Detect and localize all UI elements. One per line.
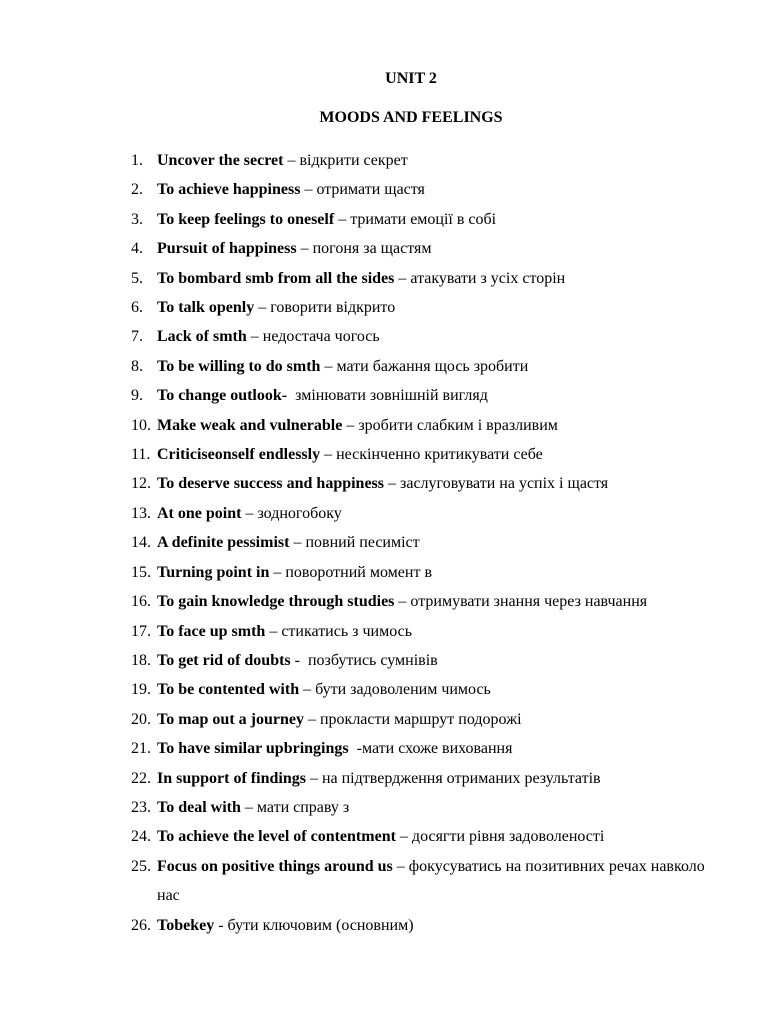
- vocab-item: [131, 558, 751, 587]
- vocab-item: [131, 675, 751, 704]
- vocab-item: [131, 528, 751, 557]
- item-number: 7.: [131, 328, 143, 346]
- item-translation: повний песиміст: [305, 534, 420, 552]
- item-translation: отримувати знання через навчання: [410, 593, 648, 611]
- item-term: Uncover the secret: [157, 152, 284, 169]
- item-term: To get rid of doubts: [157, 651, 291, 669]
- item-separator: –: [320, 357, 337, 375]
- item-translation: змінювати зовнішній вигляд: [295, 387, 488, 405]
- item-number: 6.: [131, 299, 143, 317]
- vocab-item: [131, 381, 751, 410]
- vocab-item: [131, 499, 751, 528]
- item-number: 26.: [131, 916, 151, 934]
- item-separator: –: [296, 240, 313, 258]
- item-separator: –: [240, 798, 257, 816]
- item-term: To keep feelings to oneself: [157, 210, 335, 228]
- item-term: To change outlook-: [157, 387, 288, 405]
- item-separator: –: [305, 769, 322, 787]
- item-term: Lack of smth: [157, 328, 247, 346]
- item-term: To achieve the level of contentment: [157, 828, 396, 846]
- vocab-item: [131, 852, 717, 911]
- vocab-item: [131, 793, 751, 822]
- vocab-item: [131, 705, 751, 734]
- item-separator: –: [265, 622, 282, 640]
- item-number: 5.: [131, 269, 143, 287]
- item-separator: -: [290, 651, 308, 669]
- item-term: To talk openly: [157, 299, 255, 317]
- item-number: 24.: [131, 828, 151, 846]
- item-separator: –: [392, 857, 409, 875]
- item-translation: недостача чогось: [262, 328, 380, 346]
- item-separator: –: [320, 446, 337, 464]
- item-translation: тримати емоції в собі: [350, 210, 497, 228]
- item-separator: –: [394, 593, 411, 611]
- item-translation: мати схоже виховання: [361, 740, 513, 758]
- item-translation: позбутись сумнівів: [307, 651, 438, 669]
- item-term: To gain knowledge through studies: [157, 593, 395, 611]
- vocab-item: [131, 587, 751, 616]
- item-number: 23.: [131, 798, 151, 816]
- item-translation: зодногобоку: [257, 504, 342, 522]
- item-term: To bombard smb from all the sides: [157, 269, 395, 287]
- item-term: To face up smth: [157, 622, 266, 640]
- item-separator: [287, 387, 295, 404]
- item-number: 14.: [131, 534, 151, 552]
- item-translation: отримати щастя: [316, 181, 425, 199]
- vocab-item: [131, 822, 751, 851]
- item-translation: досягти рівня задоволеності: [411, 828, 605, 846]
- item-translation: прокласти маршрут подорожі: [319, 710, 522, 728]
- item-number: 21.: [131, 740, 151, 758]
- item-separator: –: [334, 210, 351, 228]
- item-number: 9.: [131, 387, 143, 405]
- item-term: A definite pessimist: [157, 534, 290, 552]
- item-number: 17.: [131, 622, 151, 640]
- vocab-item: [131, 352, 751, 381]
- item-term: Criticiseonself endlessly: [157, 446, 321, 464]
- item-number: 8.: [131, 357, 143, 375]
- item-term: In support of findings: [157, 769, 306, 787]
- item-number: 15.: [131, 563, 151, 581]
- item-translation: атакувати з усіх сторін: [410, 269, 566, 287]
- vocab-item: [131, 293, 751, 322]
- item-number: 11.: [131, 446, 151, 464]
- unit-title: UNIT 2: [385, 70, 437, 87]
- item-separator: –: [394, 269, 411, 287]
- item-separator: -: [348, 740, 362, 758]
- item-separator: –: [384, 475, 401, 493]
- vocab-item: [131, 646, 751, 675]
- item-number: 18.: [131, 651, 151, 669]
- item-separator: –: [303, 710, 320, 728]
- item-term: Tobekey: [157, 916, 215, 934]
- vocab-item: [131, 234, 751, 263]
- item-translation: мати справу з: [256, 798, 350, 816]
- vocab-item: [131, 205, 751, 234]
- item-translation: відкрити секрет: [299, 152, 408, 169]
- item-number: 4.: [131, 240, 143, 258]
- item-number: 10.: [131, 416, 151, 434]
- item-separator: –: [241, 504, 258, 522]
- item-separator: –: [254, 299, 271, 317]
- item-number: 22.: [131, 769, 151, 787]
- item-translation: бути задоволеним чимось: [315, 681, 491, 699]
- item-separator: –: [283, 152, 300, 169]
- item-translation: на підтвердження отриманих результатів: [321, 769, 601, 787]
- item-term: To deserve success and happiness: [157, 475, 385, 493]
- vocab-item: [131, 617, 751, 646]
- item-translation: зробити слабким і вразливим: [358, 416, 558, 434]
- item-number: 16.: [131, 593, 151, 611]
- item-separator: –: [299, 681, 316, 699]
- item-term: To deal with: [157, 798, 241, 816]
- topic-title: MOODS AND FEELINGS: [319, 109, 503, 126]
- item-translation: говорити відкрито: [270, 299, 396, 317]
- item-term: At one point: [157, 504, 242, 522]
- item-separator: –: [289, 534, 306, 552]
- item-translation: нескінченно критикувати себе: [336, 446, 543, 464]
- item-translation: заслуговувати на успіх і щастя: [400, 475, 609, 493]
- item-translation: стикатись з чимось: [281, 622, 412, 640]
- item-term: To map out a journey: [157, 710, 304, 728]
- item-term: To be willing to do smth: [157, 357, 321, 375]
- vocab-item: [131, 911, 751, 940]
- vocab-item: [131, 469, 751, 498]
- item-term: To be contented with: [157, 681, 300, 699]
- vocab-item: [131, 146, 751, 175]
- vocabulary-list: [131, 146, 751, 940]
- item-term: Turning point in: [157, 563, 270, 581]
- item-term: Focus on positive things around us: [157, 857, 393, 875]
- item-number: 25.: [131, 857, 151, 875]
- item-term: Make weak and vulnerable: [157, 416, 343, 434]
- vocab-item: [131, 440, 751, 469]
- item-translation: бути ключовим (основним): [227, 916, 414, 934]
- item-term: To have similar upbringings: [157, 740, 349, 758]
- item-separator: –: [342, 416, 359, 434]
- vocab-item: [131, 322, 751, 351]
- item-translation: мати бажання щось зробити: [336, 357, 529, 375]
- vocab-item: [131, 764, 751, 793]
- vocab-item: [131, 734, 751, 763]
- vocab-item: [131, 264, 751, 293]
- item-term: Pursuit of happiness: [157, 240, 297, 258]
- item-number: 19.: [131, 681, 151, 699]
- vocab-item: [131, 411, 751, 440]
- item-number: 13.: [131, 504, 151, 522]
- item-number: 2.: [131, 181, 143, 199]
- item-translation: поворотний момент в: [285, 563, 432, 581]
- item-number: 3.: [131, 210, 143, 228]
- item-number: 12.: [131, 475, 151, 493]
- item-separator: –: [300, 181, 317, 199]
- item-number: 1.: [131, 152, 143, 169]
- vocab-item: [131, 175, 751, 204]
- item-translation: фокусуватись на позитивних речах навколо нас: [157, 857, 705, 905]
- item-number: 20.: [131, 710, 151, 728]
- item-separator: -: [214, 916, 228, 934]
- item-translation: погоня за щастям: [312, 240, 432, 258]
- item-separator: –: [246, 328, 263, 346]
- item-separator: –: [395, 828, 412, 846]
- item-separator: –: [269, 563, 286, 581]
- item-term: To achieve happiness: [157, 181, 301, 199]
